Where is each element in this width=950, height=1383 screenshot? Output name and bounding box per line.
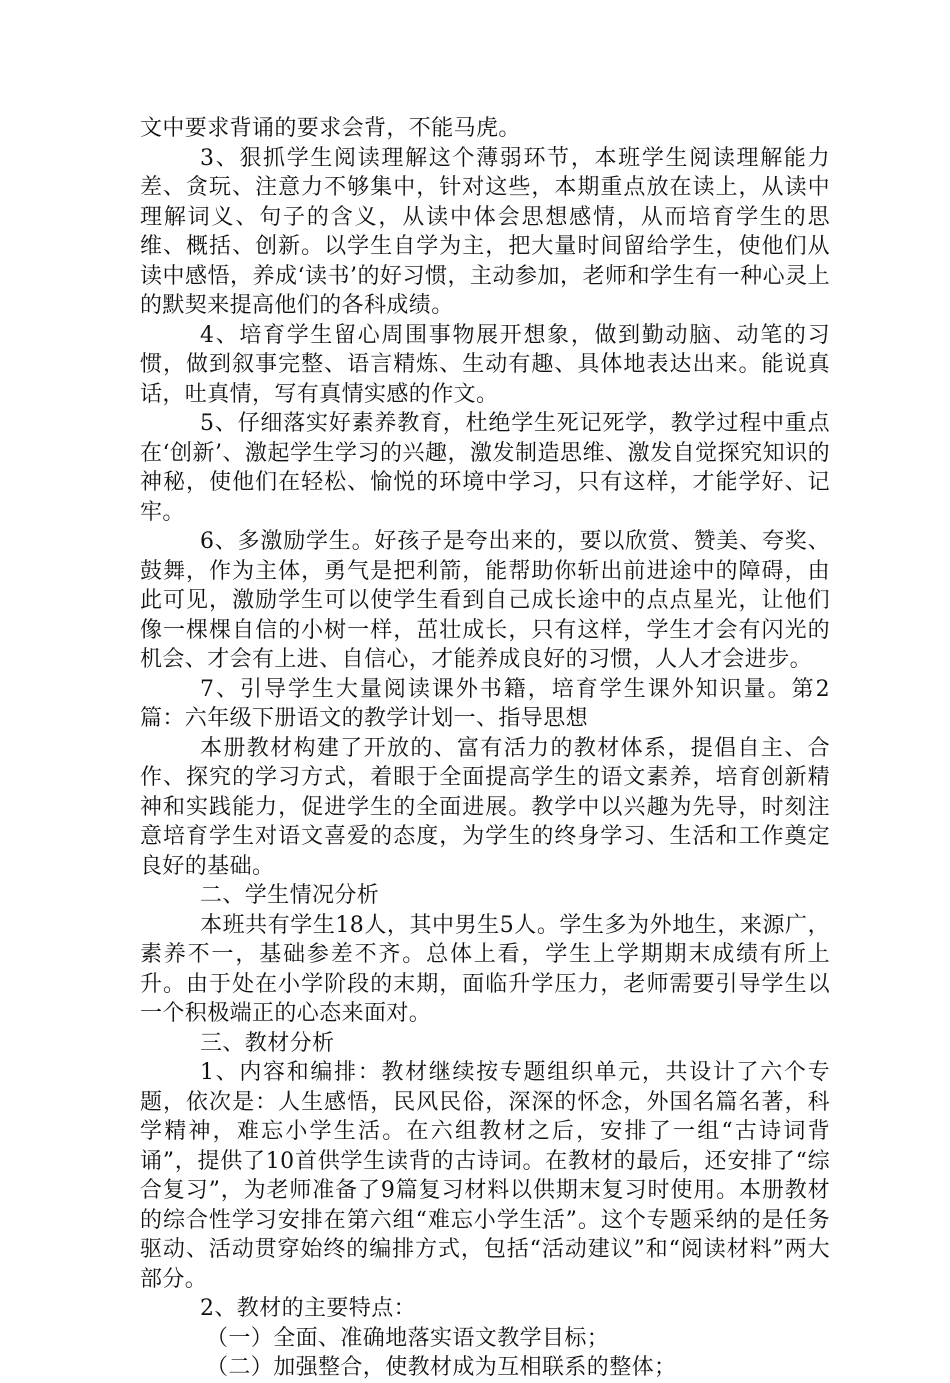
heading-student-analysis: 二、学生情况分析	[200, 883, 380, 908]
paragraph-item-5: 5、仔细落实好素养教育，杜绝学生死记死学，教学过程中重点在‘创新’、激起学生学习的兴趣，激发制造思维、激发自觉探究知识的神秘，使他们在轻松、愉悦的环境中学习，只有这样，才能学好、记牢。	[140, 411, 830, 525]
heading-textbook-analysis: 三、教材分析	[200, 1030, 335, 1056]
paragraph-item-6: 6、多激励学生。好孩子是夸出来的，要以欣赏、赞美、夸奖、鼓舞，作为主体，勇气是把利箭，能帮助你斩出前进途中的障碍，由此可见，激励学生可以使学生看到自己成长途中的点点星光，让他们像一棵棵自信的小树一样，茁壮成长，只有这样，学生才会有闪光的机会、才会有上进、自信心，才能养成良好的习惯，人人才会进步。	[140, 529, 830, 672]
list-item-feature-1: （一）全面、准确地落实语文教学目标；	[206, 1325, 610, 1351]
paragraph-item-4: 4、培育学生留心周围事物展开想象，做到勤动脑、动笔的习惯，做到叙事完整、语言精炼、生动有趣、具体地表达出来。能说真话，吐真情，写有真情实感的作文。	[140, 322, 830, 407]
paragraph-recite: 文中要求背诵的要求会背，不能马虎。	[140, 116, 521, 141]
paragraph-guiding-thought: 本册教材构建了开放的、富有活力的教材体系，提倡自主、合作、探究的学习方式，着眼于全面提高学生的语文素养，培育创新精神和实践能力，促进学生的全面进展。教学中以兴趣为先导，时刻注意培育学生对语文喜爱的态度，为学生的终身学习、生活和工作奠定良好的基础。	[140, 735, 830, 879]
paragraph-content-arrangement: 1、内容和编排：教材继续按专题组织单元，共设计了六个专题，依次是：人生感悟，民风民俗，深深的怀念，外国名篇名著，科学精神，难忘小学生活。在六组教材之后，安排了一组“古诗词背诵”，提供了10首供学生读背的古诗词。在教材的最后，还安排了“综合复习”，为老师准备了9篇复习材料以供期末复习时使用。本册教材的综合性学习安排在第六组“难忘小学生活”。这个专题采纳的是任务驱动、活动贯穿始终的编排方式，包括“活动建议”和“阅读材料”两大部分。	[140, 1060, 830, 1292]
paragraph-student-analysis: 本班共有学生18人，其中男生5人。学生多为外地生，来源广，素养不一，基础参差不齐。总体上看，学生上学期期末成绩有所上升。由于处在小学阶段的末期，面临升学压力，老师需要引导学生以一个积极端正的心态来面对。	[140, 912, 830, 1026]
list-item-feature-2: （二）加强整合，使教材成为互相联系的整体；	[206, 1355, 677, 1380]
paragraph-item-3: 3、狠抓学生阅读理解这个薄弱环节，本班学生阅读理解能力差、贪玩、注意力不够集中，针对这些，本期重点放在读上，从读中理解词义、句子的含义，从读中体会思想感情，从而培育学生的思维、概括、创新。以学生自学为主，把大量时间留给学生，使他们从读中感悟，养成‘读书’的好习惯，主动参加，老师和学生有一种心灵上的默契来提高他们的各科成绩。	[140, 145, 830, 318]
paragraph-item-7: 7、引导学生大量阅读课外书籍，培育学生课外知识量。第2篇：六年级下册语文的教学计划一、指导思想	[140, 676, 830, 731]
document-body	[140, 114, 830, 1383]
paragraph-main-features: 2、教材的主要特点：	[200, 1296, 416, 1321]
